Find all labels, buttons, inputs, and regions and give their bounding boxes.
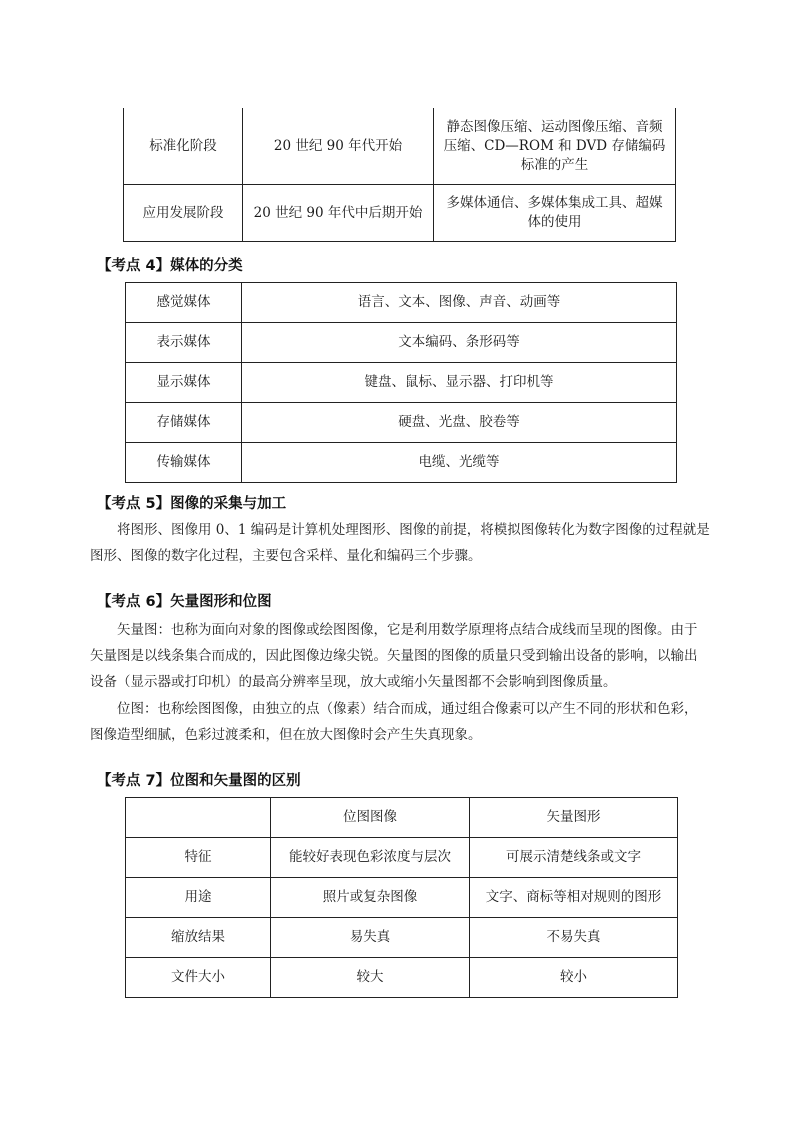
bitmap-cell: 易失真 [271, 918, 470, 958]
table-row [126, 958, 678, 998]
media-examples-cell: 键盘、鼠标、显示器、打印机等 [242, 363, 677, 403]
stage-cell: 应用发展阶段 [124, 185, 243, 242]
table-row [126, 918, 678, 958]
attribute-cell: 用途 [126, 878, 271, 918]
attribute-cell: 文件大小 [126, 958, 271, 998]
attribute-cell: 缩放结果 [126, 918, 271, 958]
header-cell: 矢量图形 [470, 798, 678, 838]
vector-cell: 文字、商标等相对规则的图形 [470, 878, 678, 918]
attribute-cell: 特征 [126, 838, 271, 878]
vector-cell: 较小 [470, 958, 678, 998]
header-cell: 位图图像 [271, 798, 470, 838]
media-examples-cell: 文本编码、条形码等 [242, 323, 677, 363]
table-row [126, 323, 677, 363]
media-examples-cell: 语言、文本、图像、声音、动画等 [242, 283, 677, 323]
media-examples-cell: 硬盘、光盘、胶卷等 [242, 403, 677, 443]
media-type-cell: 表示媒体 [126, 323, 242, 363]
bitmap-cell: 较大 [271, 958, 470, 998]
vector-paragraph: 矢量图：也称为面向对象的图像或绘图图像，它是利用数学原理将点结合成线而呈现的图像。由于矢量图是以线条集合而成的，因此图像边缘尖锐。矢量图的图像的质量只受到输出设备的影响，以输出设备（显示器或打印机）的最高分辨率呈现，放大或缩小矢量图都不会影响到图像质量。 [90, 622, 698, 690]
header-cell [126, 798, 271, 838]
media-type-cell: 传输媒体 [126, 443, 242, 483]
section5-paragraph: 将图形、图像用 0、1 编码是计算机处理图形、图像的前提，将模拟图像转化为数字图像的过程就是图形、图像的数字化过程，主要包含采样、量化和编码三个步骤。 [90, 522, 710, 564]
development-stages-table [123, 108, 676, 242]
table-row [126, 878, 678, 918]
table-row [124, 108, 676, 185]
table-row [124, 185, 676, 242]
section7-heading: 【考点 7】位图和矢量图的区别 [97, 773, 301, 789]
table-row [126, 838, 678, 878]
table-row [126, 403, 677, 443]
section6-heading: 【考点 6】矢量图形和位图 [97, 594, 272, 610]
bitmap-paragraph: 位图：也称绘图图像，由独立的点（像素）结合而成，通过组合像素可以产生不同的形状和色彩，图像造型细腻，色彩过渡柔和，但在放大图像时会产生失真现象。 [90, 701, 698, 743]
table-header-row [126, 798, 678, 838]
bitmap-cell: 照片或复杂图像 [271, 878, 470, 918]
bitmap-cell: 能较好表现色彩浓度与层次 [271, 838, 470, 878]
time-cell: 20 世纪 90 年代开始 [243, 108, 434, 185]
vector-cell: 可展示清楚线条或文字 [470, 838, 678, 878]
bitmap-vector-comparison-table [125, 797, 678, 998]
table-row [126, 363, 677, 403]
section4-heading: 【考点 4】媒体的分类 [97, 258, 243, 274]
content-cell: 多媒体通信、多媒体集成工具、超媒体的使用 [434, 185, 676, 242]
stage-cell: 标准化阶段 [124, 108, 243, 185]
media-classification-table [125, 282, 677, 483]
table-row [126, 283, 677, 323]
table-row [126, 443, 677, 483]
media-examples-cell: 电缆、光缆等 [242, 443, 677, 483]
media-type-cell: 存储媒体 [126, 403, 242, 443]
content-cell: 静态图像压缩、运动图像压缩、音频压缩、CD—ROM 和 DVD 存储编码标准的产生 [434, 108, 676, 185]
vector-cell: 不易失真 [470, 918, 678, 958]
media-type-cell: 感觉媒体 [126, 283, 242, 323]
time-cell: 20 世纪 90 年代中后期开始 [243, 185, 434, 242]
media-type-cell: 显示媒体 [126, 363, 242, 403]
section5-heading: 【考点 5】图像的采集与加工 [97, 496, 287, 512]
